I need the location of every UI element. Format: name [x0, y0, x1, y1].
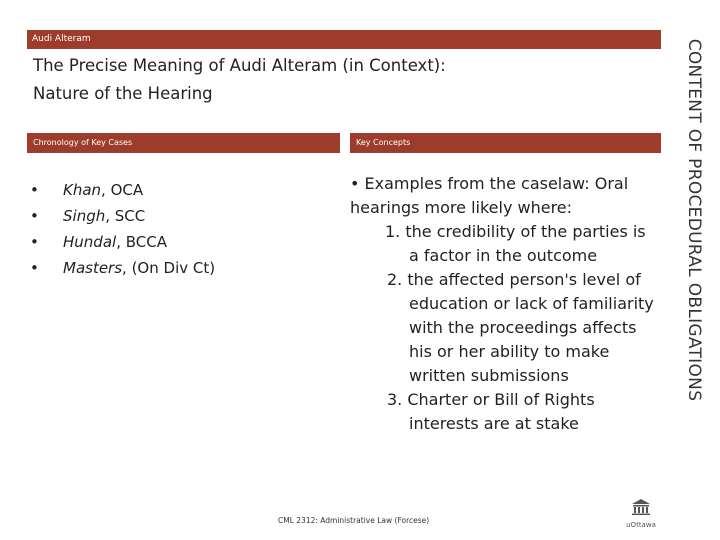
section-label: Audi Alteram	[32, 34, 91, 44]
case-court: , (On Div Ct)	[122, 259, 216, 277]
university-logo	[624, 498, 658, 529]
list-item	[30, 203, 330, 229]
concepts-intro: • Examples from the caselaw: Oral hearings more likely where:	[350, 174, 629, 217]
right-column-header	[350, 133, 661, 153]
bullet: •	[30, 181, 39, 199]
case-court: , BCCA	[116, 233, 167, 251]
side-title: CONTENT OF PROCEDURAL OBLIGATIONS	[683, 38, 704, 402]
left-column-header	[27, 133, 340, 153]
footer-course: CML 2312: Administrative Law (Forcese)	[278, 516, 430, 525]
list-item: 3. Charter or Bill of Rights interests are at stake	[387, 390, 595, 433]
key-cases-list	[30, 177, 330, 281]
slide-title-line1: The Precise Meaning of Audi Alteram (in Context):	[33, 56, 446, 75]
list-item	[30, 177, 330, 203]
logo-text: uOttawa	[626, 521, 656, 529]
case-name: Masters	[63, 259, 123, 277]
bullet: •	[30, 233, 39, 251]
concepts-list	[350, 220, 660, 436]
list-item: 2. the affected person's level of education or lack of familiarity with the proceedings affects his or her ability to make written submissions	[387, 270, 654, 385]
building-icon	[630, 498, 652, 516]
case-court: , SCC	[105, 207, 146, 225]
side-title-panel	[667, 0, 720, 540]
slide-title-line2: Nature of the Hearing	[33, 84, 213, 103]
case-name: Hundal	[63, 233, 117, 251]
bullet: •	[30, 259, 39, 277]
left-column-header-label: Chronology of Key Cases	[33, 138, 133, 147]
bullet: •	[30, 207, 39, 225]
case-court: , OCA	[101, 181, 144, 199]
slide-title	[33, 52, 653, 108]
section-label-bar	[27, 30, 661, 49]
list-item	[30, 255, 330, 281]
list-item: 1. the credibility of the parties is a factor in the outcome	[385, 222, 646, 265]
case-name: Khan	[63, 181, 102, 199]
key-concepts	[350, 172, 660, 436]
list-item	[30, 229, 330, 255]
right-column-header-label: Key Concepts	[356, 138, 411, 147]
case-name: Singh	[63, 207, 106, 225]
